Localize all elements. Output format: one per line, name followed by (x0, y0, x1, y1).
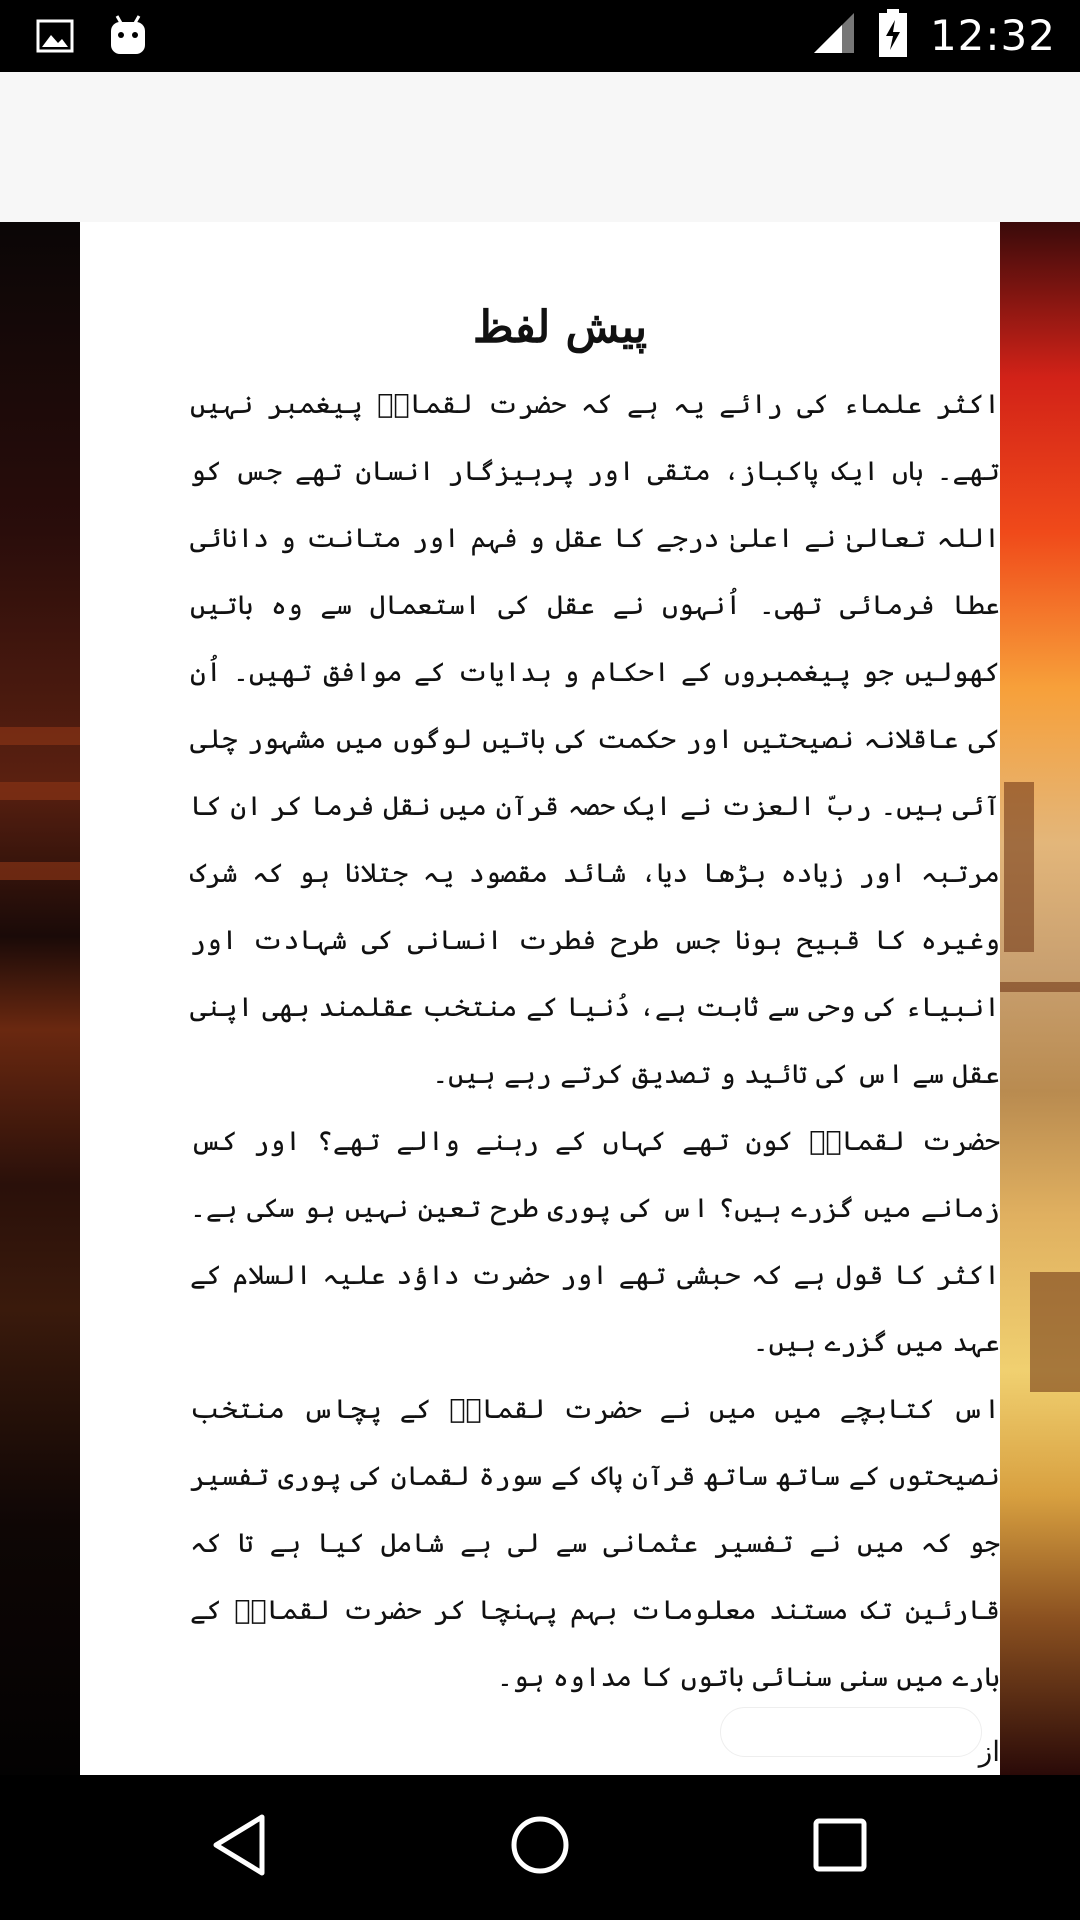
battery-charging-icon (878, 8, 908, 62)
paragraph-1: اکثر علماء کی رائے یہ ہے کہ حضرت لقمانؑ پیغمبر نہیں تھے۔ ہاں ایک پاکباز، متقی اور پرہیزگار انسان تھے جس کو اللہ تعالیٰ نے اعلیٰ درجے کا عقل و فہم اور متانت و دانائی عطا فرمائی تھی۔ اُنہوں نے عقل کی استعمال سے وہ باتیں کھولیں جو پیغمبروں کے احکام و ہدایات کے موافق تھیں۔ اُن کی عاقلانہ نصیحتیں اور حکمت کی باتیں لوگوں میں مشہور چلی آئی ہیں۔ ربّ العزت نے ایک حصہ قرآن میں نقل فرما کر ان کا مرتبہ اور زیادہ بڑھا دیا، شائد مقصود یہ جتلانا ہو کہ شرک وغیرہ کا قبیح ہونا جس طرح فطرت انسانی کی شہادت اور انبیاء کی وحی سے ثابت ہے، دُنیا کے منتخب عقلمند بھی اپنی عقل سے اس کی تائید و تصدیق کرتے رہے ہیں۔ (190, 389, 1000, 1090)
recents-button[interactable] (800, 1807, 880, 1887)
navigation-bar (0, 1775, 1080, 1920)
gallery-icon (36, 19, 74, 57)
status-bar-notifications (36, 14, 148, 62)
from-label: از (978, 1735, 1000, 1768)
document-title: پیش لفظ (472, 302, 648, 353)
page-watermark (720, 1707, 982, 1757)
background-artwork-left (0, 222, 80, 1775)
status-bar-system (812, 8, 1056, 62)
status-bar (0, 0, 1080, 72)
app-bar (0, 72, 1080, 222)
paragraph-2: حضرت لقمانؑ کون تھے کہاں کے رہنے والے تھے؟ اور کس زمانے میں گزرے ہیں؟ اس کی پوری طرح تعین نہیں ہو سکی ہے۔ اکثر کا قول ہے کہ حبشی تھے اور حضرت داؤد علیہ السلام کے عہد میں گزرے ہیں۔ (190, 1126, 1000, 1358)
document-body (190, 302, 1000, 1863)
home-icon (509, 1814, 571, 1880)
book-page (80, 222, 1000, 1775)
home-button[interactable] (500, 1807, 580, 1887)
android-icon (108, 14, 148, 62)
background-artwork-right (1000, 222, 1080, 1775)
recents-icon (812, 1817, 868, 1877)
back-button[interactable] (200, 1807, 280, 1887)
book-viewer[interactable] (0, 222, 1080, 1775)
clock: 12:32 (929, 10, 1056, 60)
back-icon (210, 1813, 270, 1881)
paragraph-3: اس کتابچے میں میں نے حضرت لقمانؑ کے پچاس منتخب نصیحتوں کے ساتھ ساتھ قرآن پاک کے سورۃ لقمان کی پوری تفسیر جو کہ میں نے تفسیر عثمانی سے لی ہے شامل کیا ہے تا کہ قارئین تک مستند معلومات بہم پہنچا کر حضرت لقمانؑ کے بارے میں سنی سنائی باتوں کا مداوہ ہو۔ (190, 1394, 1000, 1693)
signal-icon (812, 11, 856, 59)
